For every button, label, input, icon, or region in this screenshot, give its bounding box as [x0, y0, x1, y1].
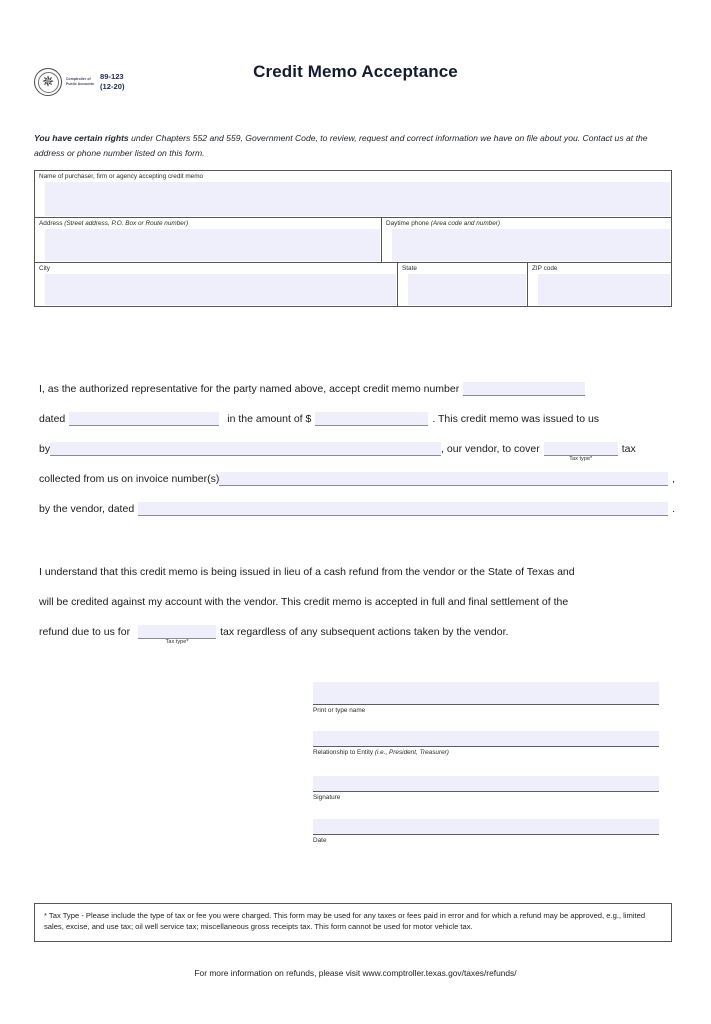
footer-info-line: For more information on refunds, please visit www.comptroller.texas.gov/taxes/refunds/ — [194, 968, 517, 978]
field-address[interactable] — [35, 218, 381, 262]
name-of-purchaser-input[interactable] — [45, 182, 670, 216]
star-glyph: ✵ — [41, 73, 55, 91]
field-label: City — [39, 265, 51, 272]
rights-body: under Chapters 552 and 559, Government Code, to review, request and correct information we have on file about you. Contact us at the address or phone number listed on this form. — [34, 133, 648, 158]
field-caption: Relationship to Entity (i.e., President, Treasurer) — [313, 749, 449, 756]
statement-text: tax — [621, 443, 636, 455]
statement-line-3 — [39, 426, 675, 462]
statement-line-1 — [39, 366, 675, 396]
agency-name-label: Comptroller of Public Accounts — [66, 77, 94, 86]
refund-tax-type-input[interactable] — [138, 625, 216, 645]
table-row — [35, 171, 671, 217]
document-header — [0, 62, 711, 102]
field-name-of-purchaser[interactable] — [35, 171, 671, 217]
statement-line-5 — [39, 486, 675, 516]
statement-text: . — [672, 503, 675, 515]
field-caption: Date — [313, 837, 327, 844]
table-row — [35, 262, 671, 306]
acceptance-statement — [39, 366, 675, 516]
purchaser-info-table — [34, 170, 672, 307]
invoice-numbers-input[interactable] — [219, 472, 668, 486]
statement-text: by — [39, 443, 51, 455]
understanding-text: tax regardless of any subsequent actions taken by the vendor. — [220, 626, 509, 638]
understanding-line-1 — [39, 549, 673, 579]
credit-memo-number-input[interactable] — [463, 382, 585, 396]
city-input[interactable] — [45, 274, 396, 305]
tax-type-footnote: * Tax Type - Please include the type of tax or fee you were charged. This form may be used for any taxes or fees paid in error and for which a refund may be approved, e.g., limited sales, excise, and use tax; oil well service tax; miscellaneous gross receipts tax. This form cannot be used for motor vehicle tax. — [34, 903, 672, 942]
form-number: 89-123 — [100, 72, 124, 81]
statement-text: in the amount of $ — [227, 413, 312, 425]
statement-text: , our vendor, to cover — [441, 443, 540, 455]
field-caption: Signature — [313, 794, 341, 801]
understanding-line-3 — [39, 609, 673, 645]
signature-top-band — [313, 682, 659, 689]
understanding-text: refund due to us for — [39, 626, 131, 638]
tax-type-caption: Tax type* — [569, 456, 593, 462]
state-input[interactable] — [408, 274, 526, 305]
signature-block — [313, 682, 659, 845]
understanding-text: I understand that this credit memo is being issued in lieu of a cash refund from the vendor or the State of Texas and — [39, 566, 575, 578]
print-or-type-name-input[interactable] — [313, 689, 659, 705]
dated-input[interactable] — [69, 412, 219, 426]
tax-type-input[interactable] — [544, 442, 618, 462]
vendor-name-input[interactable] — [50, 442, 441, 456]
field-city[interactable] — [35, 263, 397, 306]
address-input[interactable] — [45, 229, 380, 261]
field-label: Address (Street address, P.O. Box or Route number) — [39, 220, 189, 227]
tax-type-caption: Tax type* — [165, 639, 189, 645]
understanding-line-2 — [39, 579, 673, 609]
field-label: Name of purchaser, firm or agency accepting credit memo — [39, 173, 204, 180]
spacer — [313, 757, 659, 776]
field-label: Daytime phone (Area code and number) — [386, 220, 501, 227]
statement-text: dated — [39, 413, 66, 425]
field-print-or-type-name[interactable] — [313, 689, 659, 715]
statement-text: collected from us on invoice number(s) — [39, 473, 220, 485]
field-signature[interactable] — [313, 776, 659, 802]
statement-line-2 — [39, 396, 675, 426]
spacer — [313, 802, 659, 819]
field-caption: Print or type name — [313, 707, 366, 714]
statement-text: I, as the authorized representative for the party named above, accept credit memo number — [39, 383, 460, 395]
rights-notice — [34, 131, 674, 160]
rights-lead: You have certain rights — [34, 133, 129, 143]
spacer — [313, 715, 659, 731]
signature-input[interactable] — [313, 776, 659, 792]
field-daytime-phone[interactable] — [381, 218, 671, 262]
date-input[interactable] — [313, 819, 659, 835]
statement-text: by the vendor, dated — [39, 503, 135, 515]
form-revision: (12-20) — [100, 82, 125, 91]
field-relationship-to-entity[interactable] — [313, 731, 659, 757]
field-label: ZIP code — [532, 265, 558, 272]
statement-text: . This credit memo was issued to us — [432, 413, 600, 425]
field-state[interactable] — [397, 263, 527, 306]
field-date[interactable] — [313, 819, 659, 845]
field-label: State — [402, 265, 417, 272]
statement-text: , — [672, 473, 675, 485]
field-zip-code[interactable] — [527, 263, 671, 306]
page-title: Credit Memo Acceptance — [253, 62, 458, 81]
table-row — [35, 217, 671, 262]
vendor-dated-input[interactable] — [138, 502, 668, 516]
zip-code-input[interactable] — [538, 274, 670, 305]
daytime-phone-input[interactable] — [392, 229, 670, 261]
relationship-to-entity-input[interactable] — [313, 731, 659, 747]
understanding-paragraph — [39, 549, 673, 645]
amount-input[interactable] — [315, 412, 428, 426]
understanding-text: will be credited against my account with the vendor. This credit memo is accepted in full and final settlement of the — [39, 596, 569, 608]
